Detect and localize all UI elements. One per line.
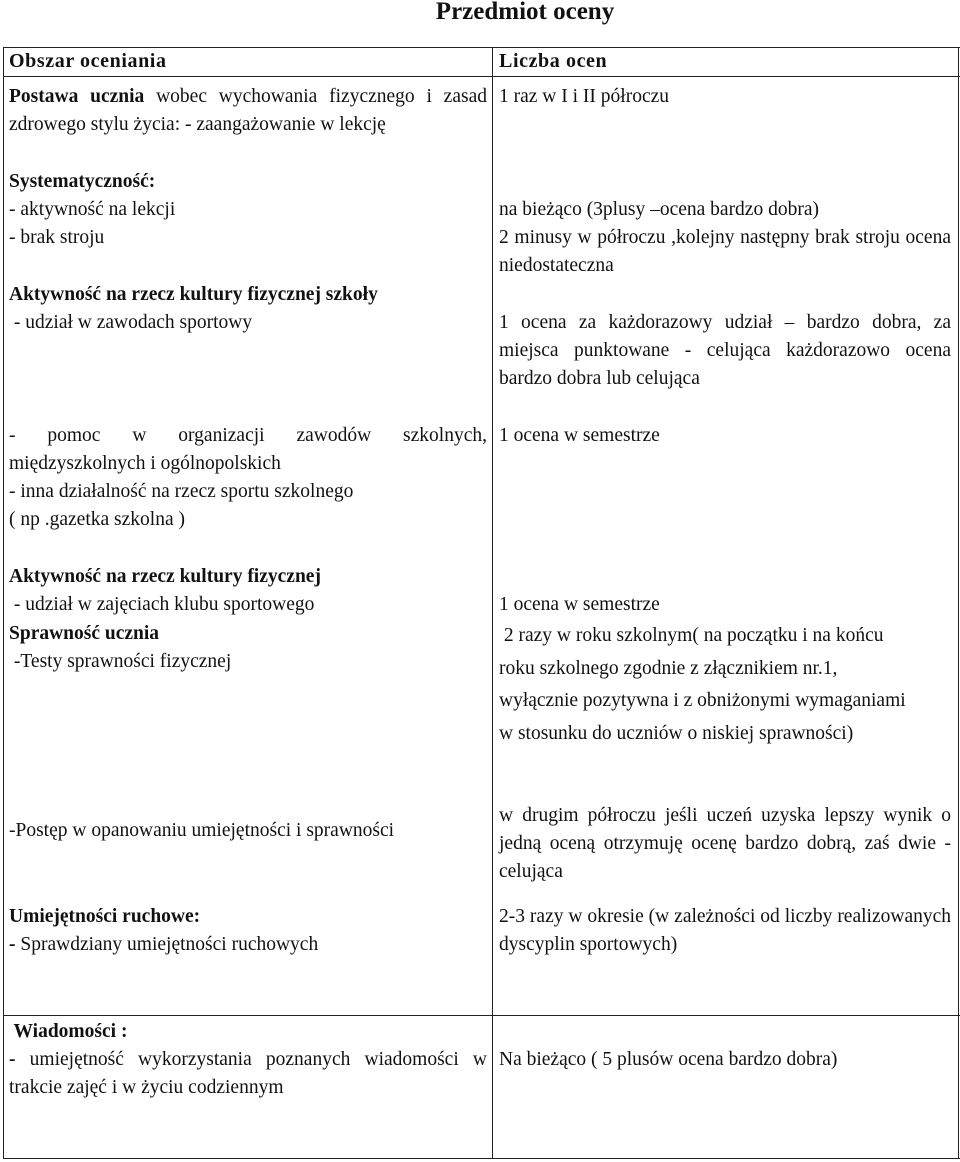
- wiadomosci-heading: Wiadomości :: [9, 1021, 128, 1042]
- testy-item: -Testy sprawności fizycznej: [9, 651, 232, 672]
- plusow-value: Na bieżąco ( 5 plusów ocena bardzo dobra): [499, 1049, 838, 1070]
- header-bottom-border: [3, 76, 960, 77]
- udzial-zawody-item: - udział w zawodach sportowy: [9, 312, 253, 333]
- biezaco-value: na bieżąco (3plusy –ocena bardzo dobra): [499, 199, 819, 220]
- table-column-divider: [492, 47, 493, 1159]
- wiadomosci-dash: -: [9, 1049, 30, 1070]
- systematycznosc-heading: Systematyczność:: [9, 171, 156, 192]
- drugim-value: w drugim półroczu jeśli uczeń uzyska lepszy wynik o jedną oceną otrzymuję ocenę bardzo dobrą, zaś dwie -celująca: [499, 805, 951, 882]
- section-divider: [3, 1015, 960, 1016]
- postawa-heading: Postawa ucznia: [9, 86, 145, 107]
- wiadomosci-text: umiejętność wykorzystania poznanych wiadomości w trakcie zajęć i w życiu codziennym: [9, 1049, 487, 1098]
- postep-item: -Postęp w opanowaniu umiejętności i sprawności: [9, 820, 395, 841]
- aktywnosc-szkoly-heading: Aktywność na rzecz kultury fizycznej szkoły: [9, 284, 378, 305]
- pomoc-organizacji-item: - pomoc w organizacji zawodów szkolnych, międzyszkolnych i ogólnopolskich: [9, 425, 487, 474]
- table-right-border: [958, 47, 959, 1159]
- semestr-value-2: 1 ocena w semestrze: [499, 594, 660, 615]
- inna-dzialalnosc-item: - inna działalność na rzecz sportu szkolnego: [9, 481, 354, 502]
- minusy-value: 2 minusy w półroczu ,kolejny następny brak stroju ocena niedostateczna: [499, 227, 951, 276]
- sprawdziany-dash: -: [9, 934, 21, 955]
- table-left-border: [3, 47, 4, 1159]
- sprawdziany-item: [9, 931, 318, 959]
- postawa-text: wobec wychowania fizycznego i zasad zdrowego stylu życia: - zaangażowanie w lekcję: [9, 86, 487, 135]
- sprawdziany-text: Sprawdziany umiejętności ruchowych: [20, 934, 319, 955]
- udzial-value: 1 ocena za każdorazowy udział – bardzo dobra, za miejsca punktowane - celująca każdorazowo ocena bardzo dobra lub celująca: [499, 312, 951, 389]
- aktywnosc-lekcja-item: - aktywność na lekcji: [9, 199, 176, 220]
- razy-okresie-value: 2-3 razy w okresie (w zależności od liczby realizowanych dyscyplin sportowych): [499, 906, 951, 955]
- semestr-value-1: 1 ocena w semestrze: [499, 425, 660, 446]
- wiadomosci-item: [9, 1046, 487, 1102]
- table-bottom-border: [3, 1158, 960, 1159]
- aktywnosc-kultury-heading: Aktywność na rzecz kultury fizycznej: [9, 566, 321, 587]
- column-header-count: Liczba ocen: [499, 50, 608, 72]
- brak-stroju-item: - brak stroju: [9, 227, 105, 248]
- razy-roku-value: 2 razy w roku szkolnym( na początku i na końcu roku szkolnego zgodnie z złącznikiem nr.1, wyłącznie pozytywna i z obniżonymi wymaganiami w stosunku do uczniów o niskiej sprawności): [499, 625, 911, 744]
- gazetka-item: ( np .gazetka szkolna ): [9, 509, 185, 530]
- column-header-area: Obszar oceniania: [9, 50, 167, 72]
- table-top-border: [3, 47, 960, 48]
- sprawnosc-heading: Sprawność ucznia: [9, 623, 160, 644]
- raz-value: 1 raz w I i II półroczu: [499, 86, 670, 107]
- page-title: Przedmiot oceny: [435, 0, 615, 25]
- umiejetnosci-heading: Umiejętności ruchowe:: [9, 906, 201, 927]
- postawa-block: [9, 83, 487, 139]
- udzial-klub-item: - udział w zajęciach klubu sportowego: [9, 594, 315, 615]
